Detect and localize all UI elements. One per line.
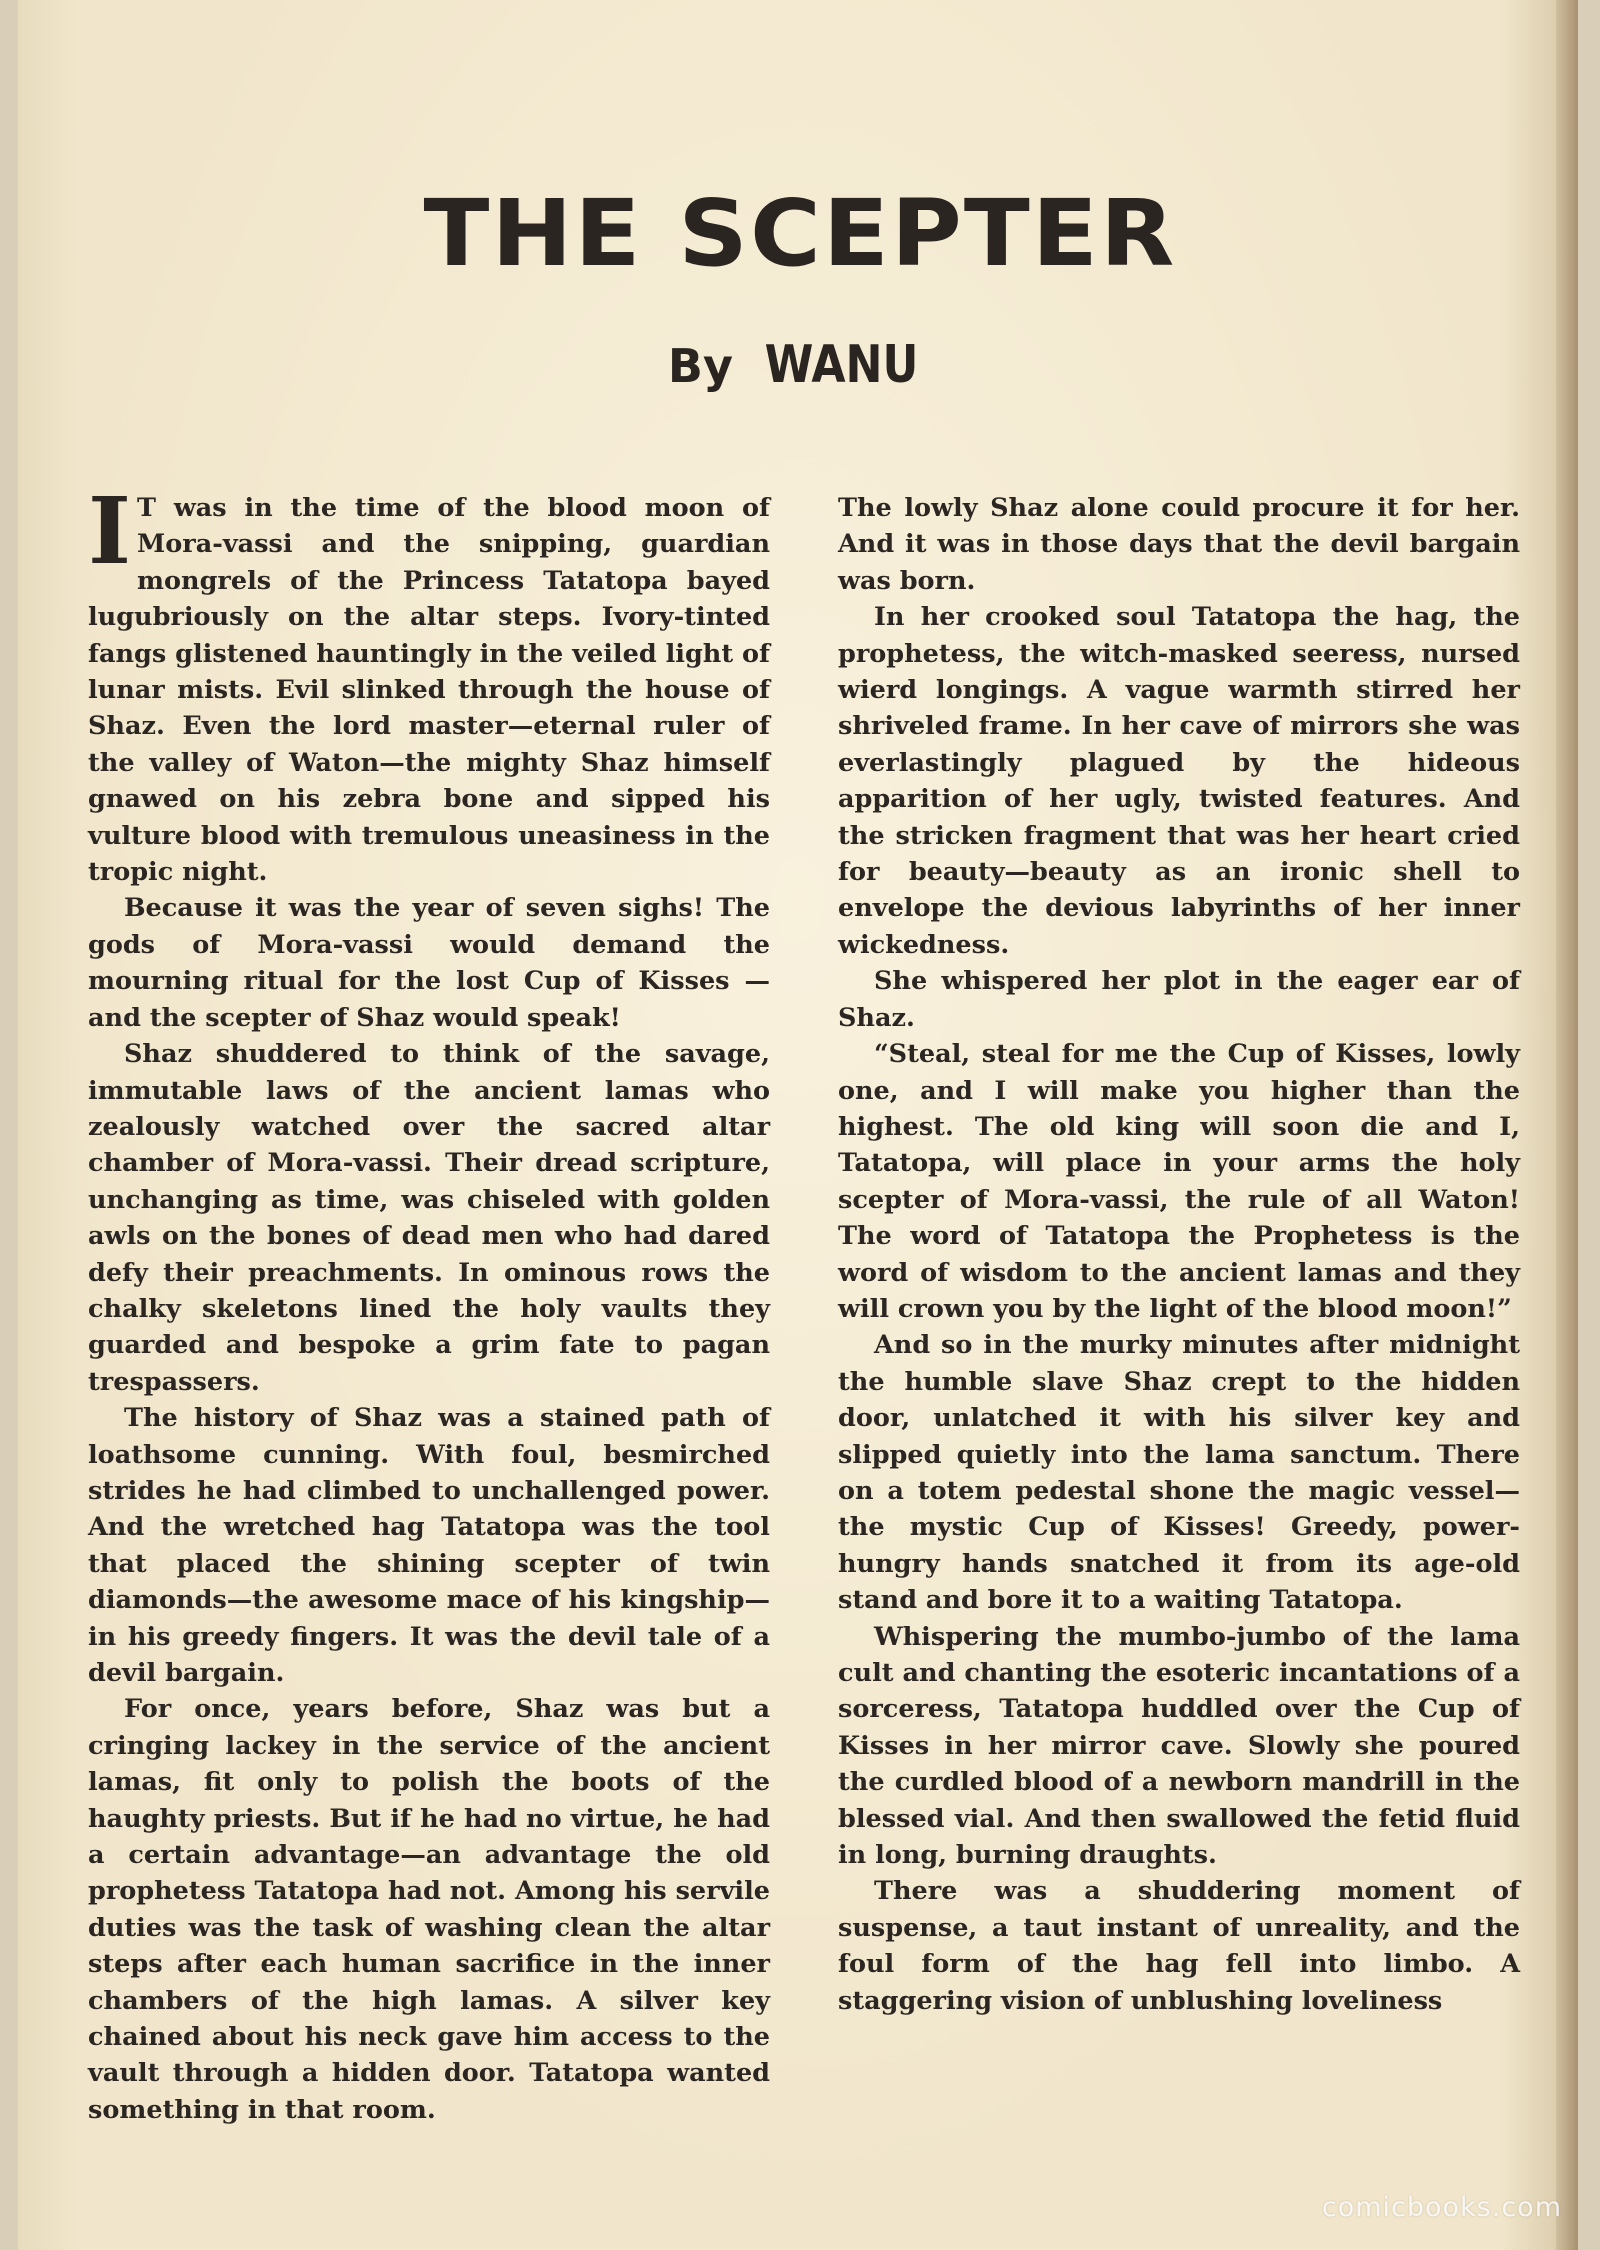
paragraph: Because it was the year of seven sighs! The gods of Mora-vassi would demand the mourning ritual for the lost Cup of Kisses —and the scepter of Shaz would speak!: [88, 893, 770, 1033]
drop-cap: I: [88, 477, 132, 585]
paragraph: In her crooked soul Tatatopa the hag, the prophetess, the witch-masked seeress, nursed wierd longings. A vague warmth stirred her shriveled frame. In her cave of mirrors she was everlastingly plagued by the hideous apparition of her ugly, twisted features. And the stricken fragment that was her heart cried for beauty—beauty as an ironic shell to envelope the devious labyrinths of her inner wickedness.: [838, 602, 1520, 960]
byline-author: WANU: [764, 335, 919, 395]
paragraph: The history of Shaz was a stained path of loathsome cunning. With foul, besmirched strides he had climbed to unchallenged power. And the wretched hag Tatatopa was the tool that placed the shining scepter of twin diamonds—the awesome mace of his kingship—in his greedy fingers. It was the devil tale of a devil bargain.: [88, 1403, 770, 1688]
paragraph: She whispered her plot in the eager ear of Shaz.: [838, 966, 1520, 1033]
paragraph-text: T was in the time of the blood moon of Mora-vassi and the snipping, guardian mongrels of the Princess Tatatopa bayed lugubriously on the altar steps. Ivory-tinted fangs glistened hauntingly in the veiled light of lunar mists. Evil slinked through the house of Shaz. Even the lord master—eternal ruler of the valley of Waton—the mighty Shaz himself gnawed on his zebra bone and sipped his vulture blood with tremulous uneasiness in the tropic night.: [88, 493, 770, 888]
paragraph: Whispering the mumbo-jumbo of the lama cult and chanting the esoteric incantations of a sorceress, Tatatopa huddled over the Cup of Kisses in her mirror cave. Slowly she poured the curdled blood of a newborn mandrill in the blessed vial. And then swallowed the fetid fluid in long, burning draughts.: [838, 1621, 1520, 1871]
right-column: [838, 490, 1520, 2019]
paragraph: [88, 477, 770, 890]
paragraph: “Steal, steal for me the Cup of Kisses, lowly one, and I will make you higher than the highest. The old king will soon die and I, Tatatopa, will place in your arms the holy scepter of Mora-vassi, the rule of all Waton! The word of Tatatopa the Prophetess is the word of wisdom to the ancient lamas and they will crown you by the light of the blood moon!”: [838, 1039, 1520, 1324]
paragraph: The lowly Shaz alone could procure it for her. And it was in those days that the devil bargain was born.: [838, 493, 1520, 596]
paragraph: Shaz shuddered to think of the savage, immutable laws of the ancient lamas who zealously watched over the sacred altar chamber of Mora-vassi. Their dread scripture, unchanging as time, was chiseled with golden awls on the bones of dead men who had dared defy their preachments. In ominous rows the chalky skeletons lined the holy vaults they guarded and bespoke a grim fate to pagan trespassers.: [88, 1039, 770, 1397]
site-watermark: comicbooks.com: [1321, 2192, 1562, 2223]
story-title: THE SCEPTER: [423, 180, 1177, 287]
paragraph: And so in the murky minutes after midnight the humble slave Shaz crept to the hidden door, unlatched it with his silver key and slipped quietly into the lama sanctum. There on a totem pedestal shone the magic vessel—the mystic Cup of Kisses! Greedy, power-hungry hands snatched it from its age-old stand and bore it to a waiting Tatatopa.: [838, 1330, 1520, 1616]
left-column: [88, 477, 770, 2128]
byline-prefix: By: [667, 339, 733, 393]
paragraph: For once, years before, Shaz was but a cringing lackey in the service of the ancient lamas, fit only to polish the boots of the haughty priests. But if he had no virtue, he had a certain advantage—an advantage the old prophetess Tatatopa had not. Among his servile duties was the task of washing clean the altar steps after each human sacrifice in the inner chambers of the high lamas. A silver key chained about his neck gave him access to the vault through a hidden door. Tatatopa wanted something in that room.: [88, 1694, 770, 2125]
story-byline: [0, 335, 1600, 395]
paragraph: There was a shuddering moment of suspense, a taut instant of unreality, and the foul form of the hag fell into limbo. A staggering vision of unblushing loveliness: [838, 1876, 1520, 2016]
